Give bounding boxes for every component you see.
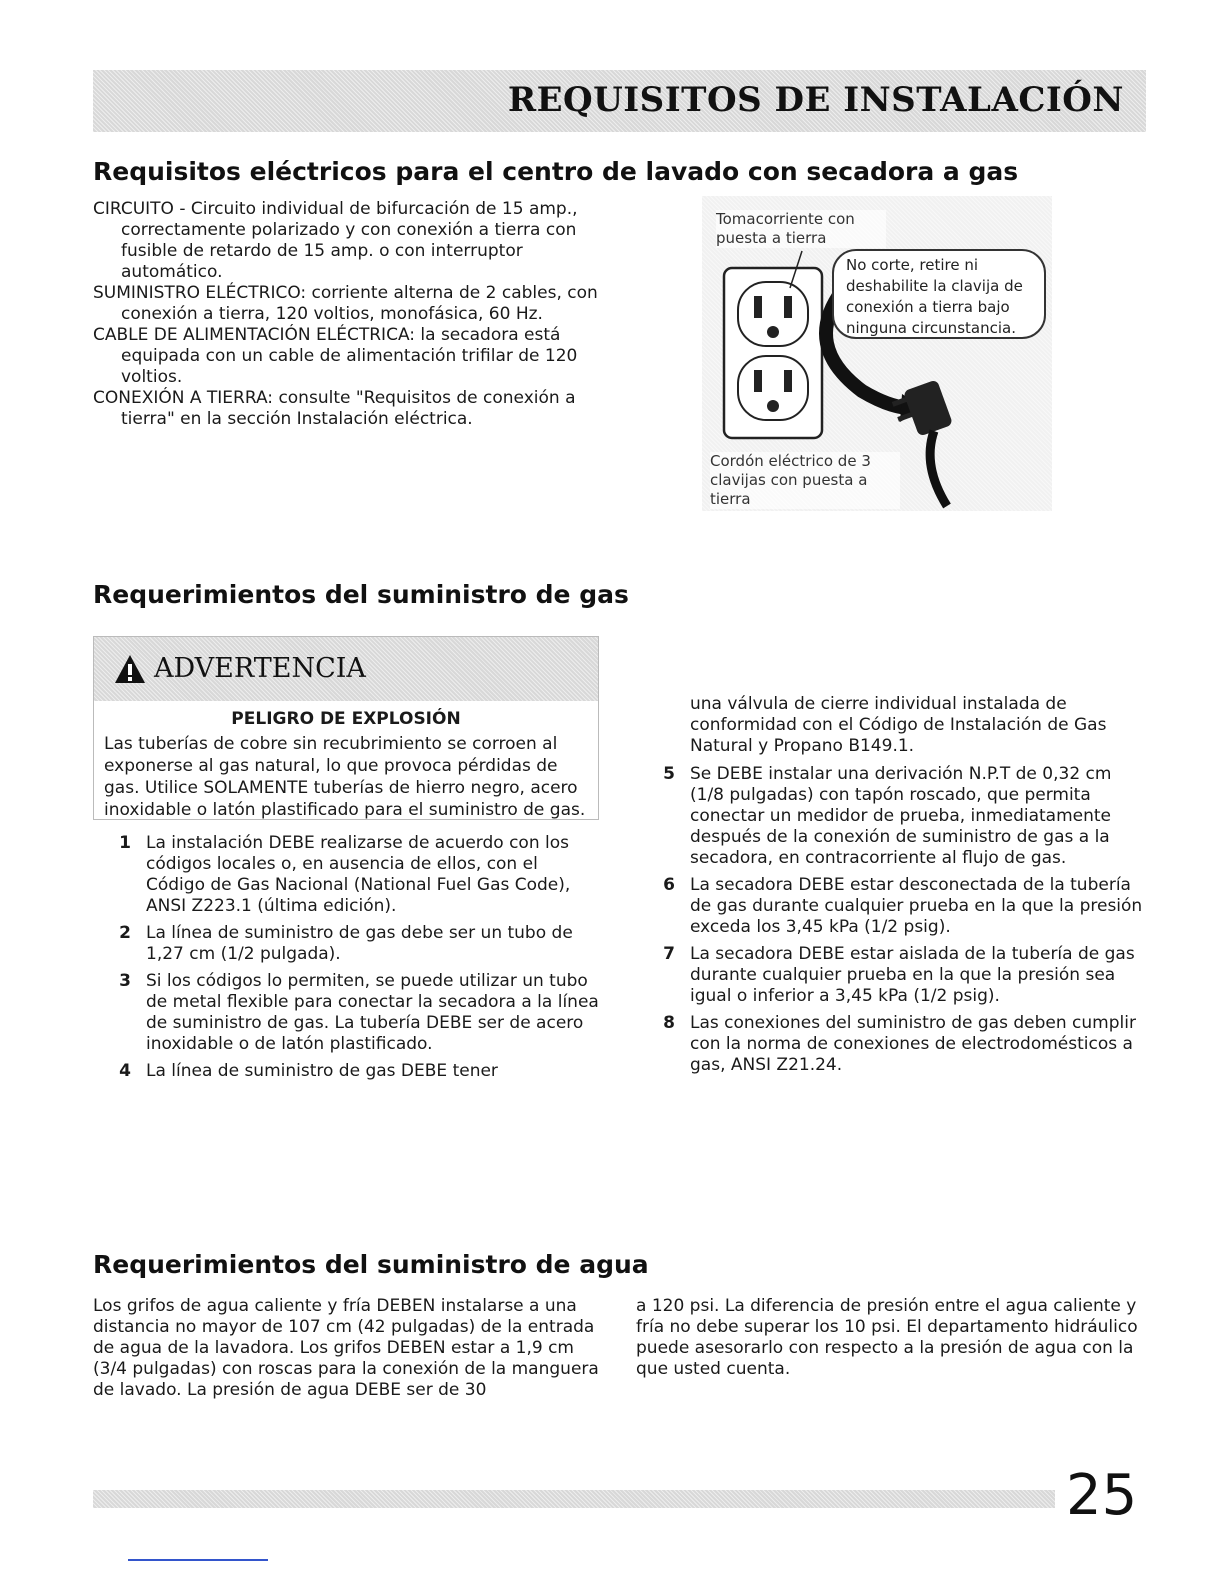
gas-list-right <box>655 764 1150 1082</box>
list-item <box>655 875 1150 938</box>
grounding-paragraph: CONEXIÓN A TIERRA: consulte "Requisitos de conexión a tierra" en la sección Instalación eléctrica. <box>93 388 576 429</box>
water-right-text: a 120 psi. La diferencia de presión entre el agua caliente y fría no debe superar los 10 psi. El departamento hidráulico puede asesorarlo con respecto a la presión de agua con la que usted cuenta. <box>636 1296 1138 1379</box>
warning-title: ADVERTENCIA <box>154 653 366 684</box>
water-left-text: Los grifos de agua caliente y fría DEBEN instalarse a una distancia no mayor de 107 cm (42 pulgadas) de la entrada de agua de la lavadora. Los grifos DEBEN estar a 1,9 cm (3/4 pulgadas) con roscas para la conexión de la manguera de lavado. La presión de agua DEBE ser de 30 <box>93 1296 599 1400</box>
item-text: La instalación DEBE realizarse de acuerdo con los códigos locales o, en ausencia de ellos, con el Código de Gas Nacional (National Fuel Gas Code), ANSI Z223.1 (última edición). <box>146 833 571 916</box>
footer-band <box>93 1490 1055 1508</box>
cord-label: Cordón eléctrico de 3 clavijas con puesta a tierra <box>710 452 900 509</box>
item-text: La línea de suministro de gas debe ser un tubo de 1,27 cm (1/2 pulgada). <box>146 923 573 964</box>
circuit-paragraph: CIRCUITO - Circuito individual de bifurcación de 15 amp., correctamente polarizado y con conexión a tierra con fusible de retardo de 15 amp. o con interruptor automático. <box>93 199 578 282</box>
item-text: La línea de suministro de gas DEBE tener <box>146 1061 498 1081</box>
item-number: 8 <box>663 1013 675 1033</box>
item-number: 7 <box>663 944 675 964</box>
list-item <box>111 1061 601 1082</box>
power-supply-paragraph: SUMINISTRO ELÉCTRICO: corriente alterna de 2 cables, con conexión a tierra, 120 voltios, monofásica, 60 Hz. <box>93 283 598 324</box>
outlet-diagram <box>702 196 1052 511</box>
electrical-heading: Requisitos eléctricos para el centro de lavado con secadora a gas <box>93 157 1019 186</box>
header-band <box>93 70 1146 132</box>
bottom-rule <box>128 1559 268 1561</box>
item-number: 6 <box>663 875 675 895</box>
page-title: REQUISITOS DE INSTALACIÓN <box>507 80 1124 120</box>
gas-list-left <box>111 833 601 1088</box>
power-cord-paragraph: CABLE DE ALIMENTACIÓN ELÉCTRICA: la secadora está equipada con un cable de alimentación trifilar de 120 voltios. <box>93 325 578 387</box>
list-item <box>111 971 601 1055</box>
list-item <box>111 923 601 965</box>
item-text: La secadora DEBE estar aislada de la tubería de gas durante cualquier prueba en la que la presión sea igual o inferior a 3,45 kPa (1/2 psig). <box>690 944 1135 1006</box>
warning-box <box>93 636 599 820</box>
warning-band <box>94 637 598 701</box>
electrical-requirements <box>93 199 613 430</box>
list-item <box>655 1013 1150 1076</box>
gas-continuation: una válvula de cierre individual instalada de conformidad con el Código de Instalación de Gas Natural y Propano B149.1. <box>690 694 1107 756</box>
item-text: Se DEBE instalar una derivación N.P.T de 0,32 cm (1/8 pulgadas) con tapón roscado, que permita conectar un medidor de prueba, inmediatamente después de la conexión de suministro de gas a la secadora, en contracorriente al flujo de gas. <box>690 764 1112 868</box>
item-text: Si los códigos lo permiten, se puede utilizar un tubo de metal flexible para conectar la secadora a la línea de suministro de gas. La tubería DEBE ser de acero inoxidable o de latón plastificado. <box>146 971 599 1054</box>
item-text: Las conexiones del suministro de gas deben cumplir con la norma de conexiones de electrodomésticos a gas, ANSI Z21.24. <box>690 1013 1136 1075</box>
warning-callout: No corte, retire ni deshabilite la clavija de conexión a tierra bajo ninguna circunstancia. <box>832 249 1046 339</box>
warning-icon <box>114 654 146 684</box>
outlet-label: Tomacorriente con puesta a tierra <box>716 210 886 248</box>
list-item <box>111 833 601 917</box>
page-number: 25 <box>1066 1463 1138 1528</box>
item-text: La secadora DEBE estar desconectada de la tubería de gas durante cualquier prueba en la que la presión exceda los 3,45 kPa (1/2 psig). <box>690 875 1143 937</box>
warning-body: Las tuberías de cobre sin recubrimiento se corroen al exponerse al gas natural, lo que provoca pérdidas de gas. Utilice SOLAMENTE tuberías de hierro negro, acero inoxidable o latón plastificado para el suministro de gas. <box>104 734 586 820</box>
item-number: 1 <box>119 833 131 853</box>
list-item <box>655 764 1150 869</box>
item-number: 4 <box>119 1061 131 1081</box>
water-heading: Requerimientos del suministro de agua <box>93 1250 649 1279</box>
gas-heading: Requerimientos del suministro de gas <box>93 580 629 609</box>
item-number: 2 <box>119 923 131 943</box>
item-number: 5 <box>663 764 675 784</box>
item-number: 3 <box>119 971 131 991</box>
list-item <box>655 944 1150 1007</box>
warning-subtitle: PELIGRO DE EXPLOSIÓN <box>231 709 461 729</box>
